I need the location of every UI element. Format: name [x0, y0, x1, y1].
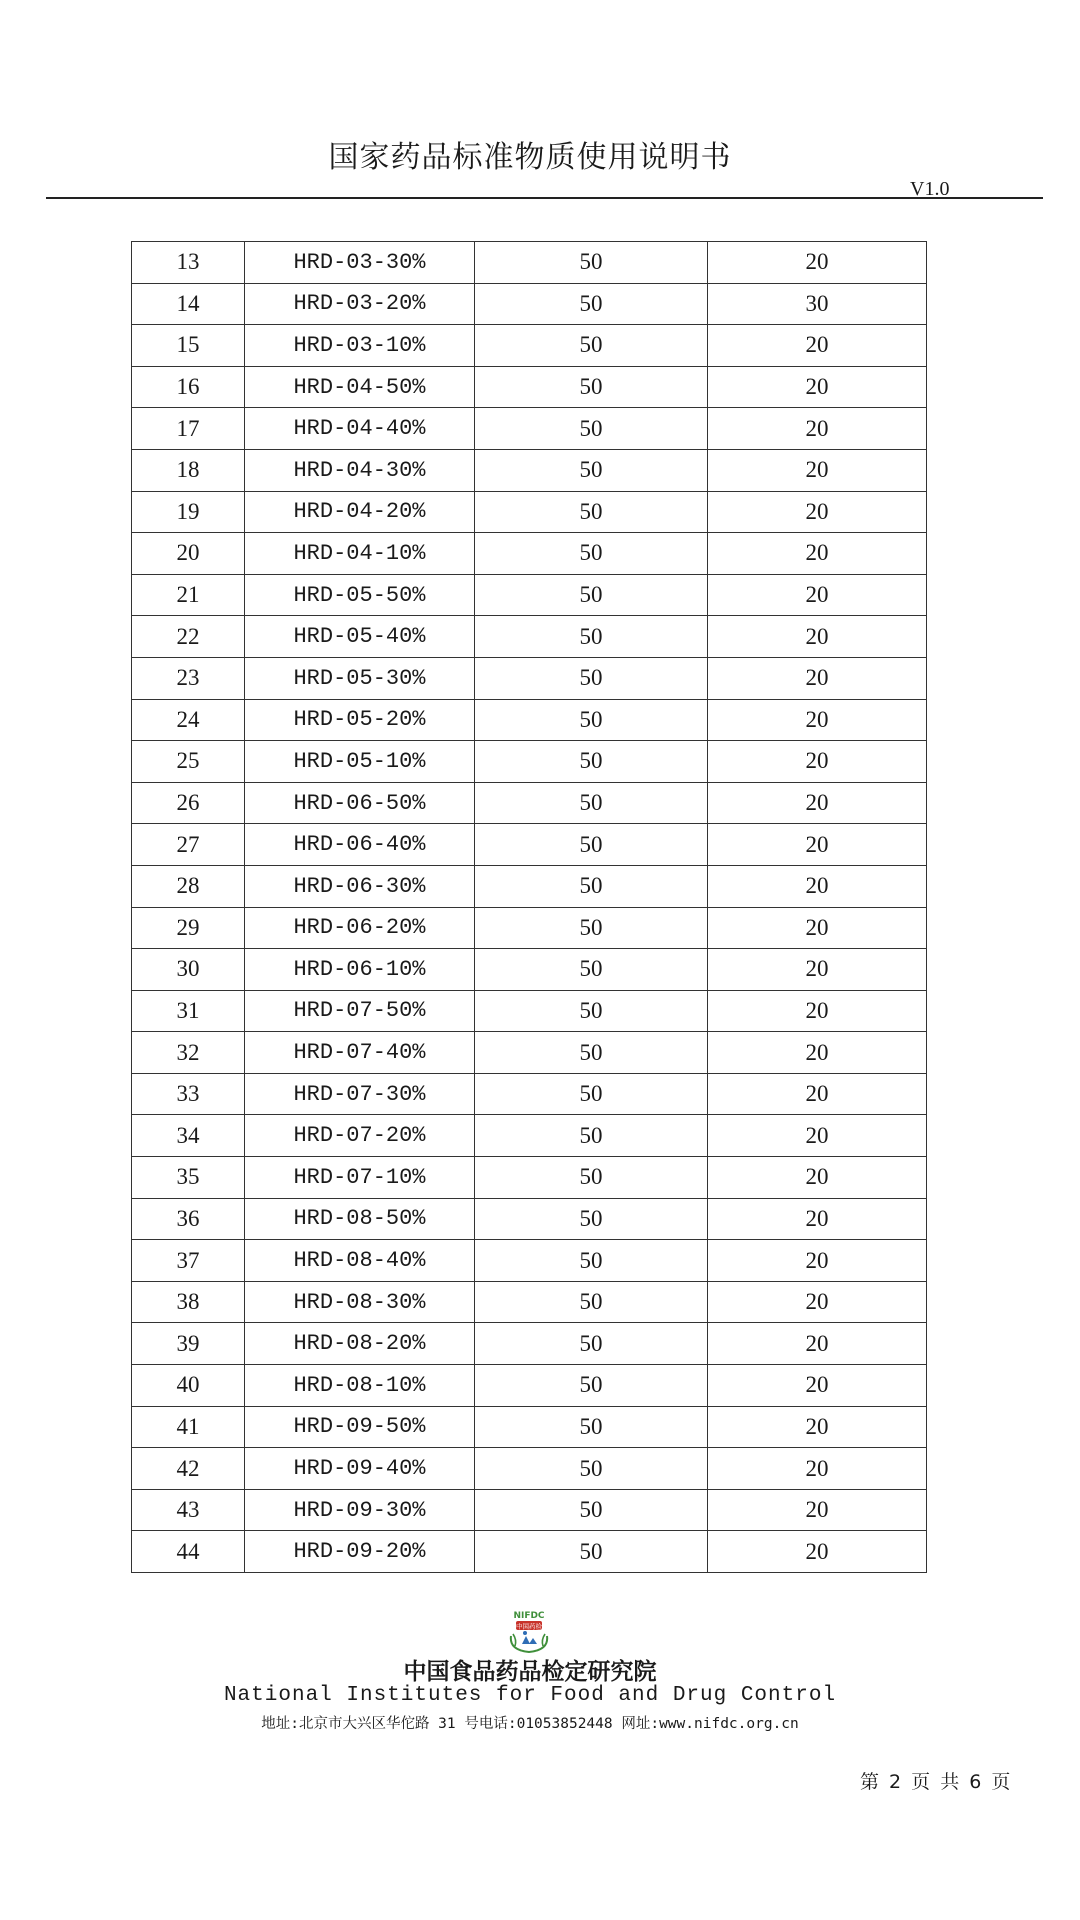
table-row: [132, 491, 927, 533]
table-cell: 20: [708, 1032, 927, 1074]
table-cell: 50: [475, 1073, 708, 1115]
table-cell: 27: [132, 824, 245, 866]
table-row: [132, 1032, 927, 1074]
table-cell: HRD-06-40%: [245, 824, 475, 866]
table-cell: HRD-06-10%: [245, 949, 475, 991]
table-cell: 20: [708, 865, 927, 907]
page-number: 第 2 页 共 6 页: [860, 1771, 1011, 1793]
table-cell: HRD-06-50%: [245, 782, 475, 824]
table-cell: HRD-08-30%: [245, 1281, 475, 1323]
table-cell: 20: [708, 741, 927, 783]
table-cell: 39: [132, 1323, 245, 1365]
table-cell: 24: [132, 699, 245, 741]
table-cell: HRD-09-50%: [245, 1406, 475, 1448]
table-cell: 50: [475, 1032, 708, 1074]
table-cell: HRD-04-30%: [245, 449, 475, 491]
table-row: [132, 1406, 927, 1448]
table-cell: HRD-04-10%: [245, 533, 475, 575]
table-cell: 50: [475, 1240, 708, 1282]
table-row: [132, 1281, 927, 1323]
table-cell: 20: [708, 782, 927, 824]
table-cell: 28: [132, 865, 245, 907]
table-cell: 20: [708, 491, 927, 533]
table-cell: 50: [475, 1406, 708, 1448]
table-cell: 50: [475, 699, 708, 741]
table-cell: 50: [475, 1157, 708, 1199]
table-row: [132, 574, 927, 616]
table-cell: 20: [708, 1281, 927, 1323]
table-cell: 20: [708, 1365, 927, 1407]
table-cell: HRD-09-30%: [245, 1489, 475, 1531]
table-cell: 20: [708, 1323, 927, 1365]
table-cell: 50: [475, 865, 708, 907]
table-cell: 20: [132, 533, 245, 575]
table-cell: 37: [132, 1240, 245, 1282]
table-cell: 50: [475, 990, 708, 1032]
table-cell: 23: [132, 657, 245, 699]
table-cell: HRD-05-40%: [245, 616, 475, 658]
table-cell: HRD-04-50%: [245, 366, 475, 408]
table-cell: 20: [708, 325, 927, 367]
table-cell: 20: [708, 1448, 927, 1490]
table-row: [132, 1365, 927, 1407]
table-cell: HRD-07-10%: [245, 1157, 475, 1199]
table-cell: 50: [475, 907, 708, 949]
table-cell: 18: [132, 449, 245, 491]
standards-table: [131, 241, 927, 1573]
table-cell: 41: [132, 1406, 245, 1448]
table-cell: 50: [475, 1198, 708, 1240]
table-cell: 31: [132, 990, 245, 1032]
table-cell: HRD-08-20%: [245, 1323, 475, 1365]
table-cell: 34: [132, 1115, 245, 1157]
table-cell: 50: [475, 325, 708, 367]
table-cell: 20: [708, 1198, 927, 1240]
table-row: [132, 865, 927, 907]
table-cell: 50: [475, 949, 708, 991]
table-cell: 13: [132, 242, 245, 284]
table-cell: 20: [708, 699, 927, 741]
table-cell: 50: [475, 491, 708, 533]
table-cell: 50: [475, 616, 708, 658]
table-cell: HRD-08-40%: [245, 1240, 475, 1282]
table-cell: 50: [475, 533, 708, 575]
table-cell: 20: [708, 1531, 927, 1573]
table-cell: 50: [475, 408, 708, 450]
table-cell: 44: [132, 1531, 245, 1573]
table-cell: 20: [708, 449, 927, 491]
table-row: [132, 699, 927, 741]
table-cell: 20: [708, 824, 927, 866]
table-row: [132, 824, 927, 866]
table-cell: 35: [132, 1157, 245, 1199]
table-cell: 33: [132, 1073, 245, 1115]
table-cell: 20: [708, 949, 927, 991]
table-cell: 50: [475, 366, 708, 408]
table-cell: HRD-04-40%: [245, 408, 475, 450]
table-row: [132, 1157, 927, 1199]
table-cell: HRD-05-20%: [245, 699, 475, 741]
table-cell: HRD-07-30%: [245, 1073, 475, 1115]
table-row: [132, 1323, 927, 1365]
svg-text:中国药检: 中国药检: [516, 1622, 542, 1631]
table-cell: HRD-06-30%: [245, 865, 475, 907]
table-cell: 22: [132, 616, 245, 658]
org-name-cn: 中国食品药品检定研究院: [403, 1659, 657, 1685]
org-address: 地址:北京市大兴区华佗路 31 号电话:01053852448 网址:www.nifdc.org.cn: [261, 1716, 799, 1732]
table-cell: 42: [132, 1448, 245, 1490]
table-cell: 32: [132, 1032, 245, 1074]
table-cell: 50: [475, 741, 708, 783]
table-cell: 14: [132, 283, 245, 325]
table-cell: HRD-08-50%: [245, 1198, 475, 1240]
table-cell: HRD-05-50%: [245, 574, 475, 616]
table-row: [132, 533, 927, 575]
table-row: [132, 325, 927, 367]
table-cell: 50: [475, 1115, 708, 1157]
table-row: [132, 782, 927, 824]
table-cell: 50: [475, 1531, 708, 1573]
table-cell: 50: [475, 574, 708, 616]
table-cell: 16: [132, 366, 245, 408]
table-cell: HRD-03-10%: [245, 325, 475, 367]
table-cell: 20: [708, 366, 927, 408]
table-cell: 20: [708, 242, 927, 284]
table-row: [132, 1240, 927, 1282]
table-cell: 20: [708, 1115, 927, 1157]
table-row: [132, 408, 927, 450]
org-name-en: National Institutes for Food and Drug Control: [223, 1684, 837, 1707]
table-cell: 20: [708, 408, 927, 450]
table-cell: 40: [132, 1365, 245, 1407]
table-cell: 20: [708, 1489, 927, 1531]
table-row: [132, 1531, 927, 1573]
table-cell: 50: [475, 1489, 708, 1531]
table-cell: 15: [132, 325, 245, 367]
table-cell: 43: [132, 1489, 245, 1531]
header-divider: [46, 197, 1043, 199]
table-row: [132, 449, 927, 491]
table-row: [132, 1448, 927, 1490]
table-cell: 29: [132, 907, 245, 949]
table-cell: HRD-08-10%: [245, 1365, 475, 1407]
table-row: [132, 616, 927, 658]
table-cell: 36: [132, 1198, 245, 1240]
table-row: [132, 366, 927, 408]
nifdc-logo-icon: [505, 1606, 553, 1654]
table-cell: 50: [475, 1365, 708, 1407]
table-cell: 20: [708, 1406, 927, 1448]
table-cell: 20: [708, 533, 927, 575]
table-cell: 20: [708, 574, 927, 616]
version-label: V1.0: [910, 178, 950, 200]
table-cell: HRD-05-10%: [245, 741, 475, 783]
table-cell: 50: [475, 1281, 708, 1323]
table-cell: 20: [708, 1240, 927, 1282]
table-row: [132, 949, 927, 991]
table-cell: HRD-04-20%: [245, 491, 475, 533]
table-cell: 20: [708, 907, 927, 949]
table-cell: 25: [132, 741, 245, 783]
table-cell: 21: [132, 574, 245, 616]
table-cell: 20: [708, 990, 927, 1032]
table-row: [132, 283, 927, 325]
table-cell: 50: [475, 283, 708, 325]
table-row: [132, 1198, 927, 1240]
table-row: [132, 657, 927, 699]
table-row: [132, 990, 927, 1032]
table-row: [132, 1489, 927, 1531]
table-cell: 50: [475, 1448, 708, 1490]
table-cell: 50: [475, 1323, 708, 1365]
table-row: [132, 242, 927, 284]
table-row: [132, 1073, 927, 1115]
table-cell: 20: [708, 1073, 927, 1115]
table-cell: 50: [475, 242, 708, 284]
table-cell: HRD-03-30%: [245, 242, 475, 284]
table-cell: 17: [132, 408, 245, 450]
document-title: 国家药品标准物质使用说明书: [328, 140, 732, 175]
table-cell: 50: [475, 782, 708, 824]
table-cell: HRD-09-20%: [245, 1531, 475, 1573]
table-row: [132, 1115, 927, 1157]
table-cell: 20: [708, 657, 927, 699]
table-body: [132, 242, 927, 1573]
table-cell: HRD-09-40%: [245, 1448, 475, 1490]
svg-text:NIFDC: NIFDC: [513, 1611, 545, 1621]
table-cell: 20: [708, 1157, 927, 1199]
table-cell: 50: [475, 824, 708, 866]
table-cell: HRD-05-30%: [245, 657, 475, 699]
table-cell: 50: [475, 449, 708, 491]
table-row: [132, 907, 927, 949]
table-cell: HRD-07-40%: [245, 1032, 475, 1074]
table-cell: HRD-06-20%: [245, 907, 475, 949]
table-cell: 30: [132, 949, 245, 991]
table-cell: 38: [132, 1281, 245, 1323]
table-cell: 30: [708, 283, 927, 325]
table-cell: 19: [132, 491, 245, 533]
table-cell: 20: [708, 616, 927, 658]
table-cell: HRD-03-20%: [245, 283, 475, 325]
table-cell: HRD-07-20%: [245, 1115, 475, 1157]
table-cell: 50: [475, 657, 708, 699]
table-cell: 26: [132, 782, 245, 824]
table-row: [132, 741, 927, 783]
table-cell: HRD-07-50%: [245, 990, 475, 1032]
